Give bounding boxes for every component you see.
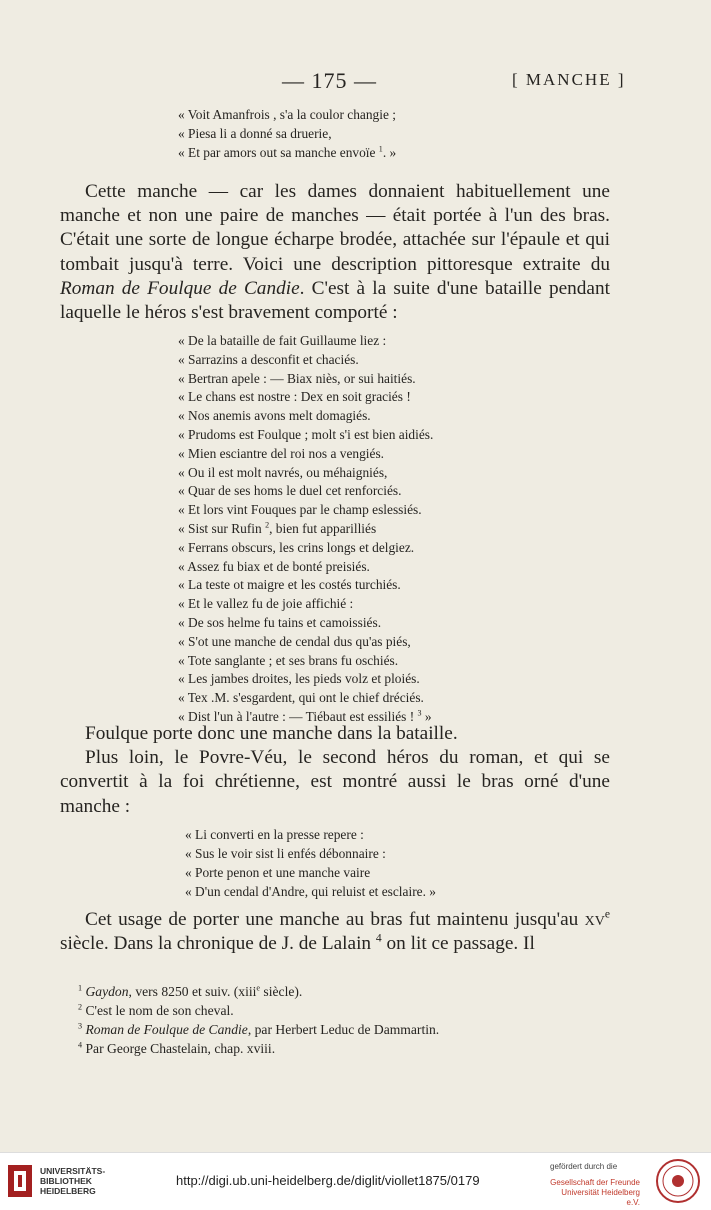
verse-line: « Assez fu biax et de bonté preisiés. (178, 558, 370, 574)
verse-line: « Tex .M. s'esgardent, qui ont le chief dréciés. (178, 690, 424, 706)
university-seal-icon (655, 1158, 701, 1204)
paragraph-4: Cet usage de porter une manche au bras fut maintenu jusqu'au $xv^e$ siècle. Dans la chronique de J. de Lalain $^4$ on lit ce passage. Il (60, 907, 610, 955)
footnote: $^2$ C'est le nom de son cheval. (78, 1002, 234, 1018)
verse-line: « D'un cendal d'Andre, qui reluist et esclaire. » (185, 884, 436, 899)
verse-line: « Nos anemis avons melt domagiés. (178, 408, 371, 424)
sponsor-label: gefördert durch die (550, 1162, 618, 1171)
footnote-ref: 2 (265, 520, 270, 530)
library-logo-text[interactable]: UNIVERSITÄTS- BIBLIOTHEK HEIDELBERG (40, 1166, 106, 1196)
century: xv (584, 909, 605, 930)
verse-line: « Tote sanglante ; et ses brans fu oschiés. (178, 652, 399, 668)
verse-line: « Voit Amanfrois , s'a la coulor changie ; (178, 107, 396, 122)
verse-line: « De la bataille de fait Guillaume liez : (178, 333, 387, 348)
footnotes (78, 982, 439, 1058)
verse-block-1 (178, 105, 396, 162)
verse-line: « Et par amors out sa manche envoïe $^1$. » (178, 144, 397, 160)
verse-line: « Porte penon et une manche vaire (185, 865, 371, 880)
verse-line: « Ou il est molt navrés, ou méhaigniés, (178, 464, 388, 480)
verse-line: « Prudoms est Foulque ; molt s'i est bien aidiés. (178, 426, 434, 442)
verse-line: « Et lors vint Fouques par le champ eslessiés. (178, 502, 422, 518)
paragraph-1: Cette manche — car les dames donnaient habituellement une manche et non une paire de manches — était portée à l'un des bras. C'était une sorte de longue écharpe brodée, attachée sur l'épaule et qui tombait jusqu'à terre. Voici une description pittoresque extraite du Roman de Foulque de Candie. C'est à la suite d'une bataille pendant laquelle le héros s'est bravement comporté : (60, 181, 610, 324)
verse-line: « Sist sur Rufin $^2$, bien fut apparilliés (178, 520, 377, 536)
verse-line: « Et le vallez fu de joie affichié : (178, 596, 354, 612)
footnote: $^3$ Roman de Foulque de Candie, par Herbert Leduc de Dammartin. (78, 1021, 440, 1037)
verse-line: « Mien esciantre del roi nos a vengiés. (178, 445, 385, 461)
footnote-ref: 1 (378, 144, 383, 154)
section-title: [ MANCHE ] (512, 70, 626, 89)
page-number: — 175 — (282, 68, 377, 93)
paragraph-2: Foulque porte donc une manche dans la bataille. (85, 723, 458, 744)
verse-line: « Piesa li a donné sa druerie, (178, 126, 332, 141)
verse-line: « Le chans est nostre : Dex en soit graciés ! (178, 389, 411, 405)
running-header (0, 68, 711, 98)
work-title: Roman de Foulque de Candie (60, 277, 300, 299)
footnote: $^4$ Par George Chastelain, chap. xviii. (78, 1040, 276, 1056)
verse-line: « Dist l'un à l'autre : — Tiébaut est essiliés ! $^3$ » (178, 708, 432, 724)
permalink[interactable]: http://digi.ub.uni-heidelberg.de/diglit/viollet1875/0179 (176, 1173, 480, 1188)
verse-line: « Li converti en la presse repere : (185, 827, 364, 842)
verse-line: « La teste ot maigre et les costés turchiés. (178, 577, 401, 593)
verse-block-2 (178, 332, 433, 727)
paragraph-2-3 (60, 722, 610, 819)
sponsor-name[interactable]: Gesellschaft der Freunde Universität Heidelberg e.V. (550, 1178, 640, 1207)
verse-line: « Les jambes droites, les pieds volz et ploiés. (178, 671, 420, 687)
library-logo-icon[interactable] (6, 1161, 34, 1201)
verse-line: « Sarrazins a desconfit et chaciés. (178, 351, 359, 367)
verse-line: « Bertran apele : — Biax niès, or sui haitiés. (178, 370, 416, 386)
footer-bar (0, 1152, 711, 1210)
footnote: $^1$ Gaydon, vers 8250 et suiv. (xiii$^e$ siècle). (78, 983, 303, 999)
verse-line: « Sus le voir sist li enfés débonnaire : (185, 846, 386, 861)
verse-line: « Quar de ses homs le duel cet renforciés. (178, 483, 402, 499)
verse-line: « S'ot une manche de cendal dus qu'as piés, (178, 633, 411, 649)
paragraph-3: Plus loin, le Povre-Véu, le second héros du roman, et qui se convertit à la foi chrétienne, est montré aussi le bras orné d'une manche : (60, 747, 610, 817)
footnote-ref: 3 (417, 708, 422, 718)
verse-line: « De sos helme fu tains et camoissiés. (178, 614, 382, 630)
verse-block-3 (185, 825, 436, 901)
verse-line: « Ferrans obscurs, les crins longs et delgiez. (178, 539, 415, 555)
footnote-ref: 4 (375, 931, 382, 945)
